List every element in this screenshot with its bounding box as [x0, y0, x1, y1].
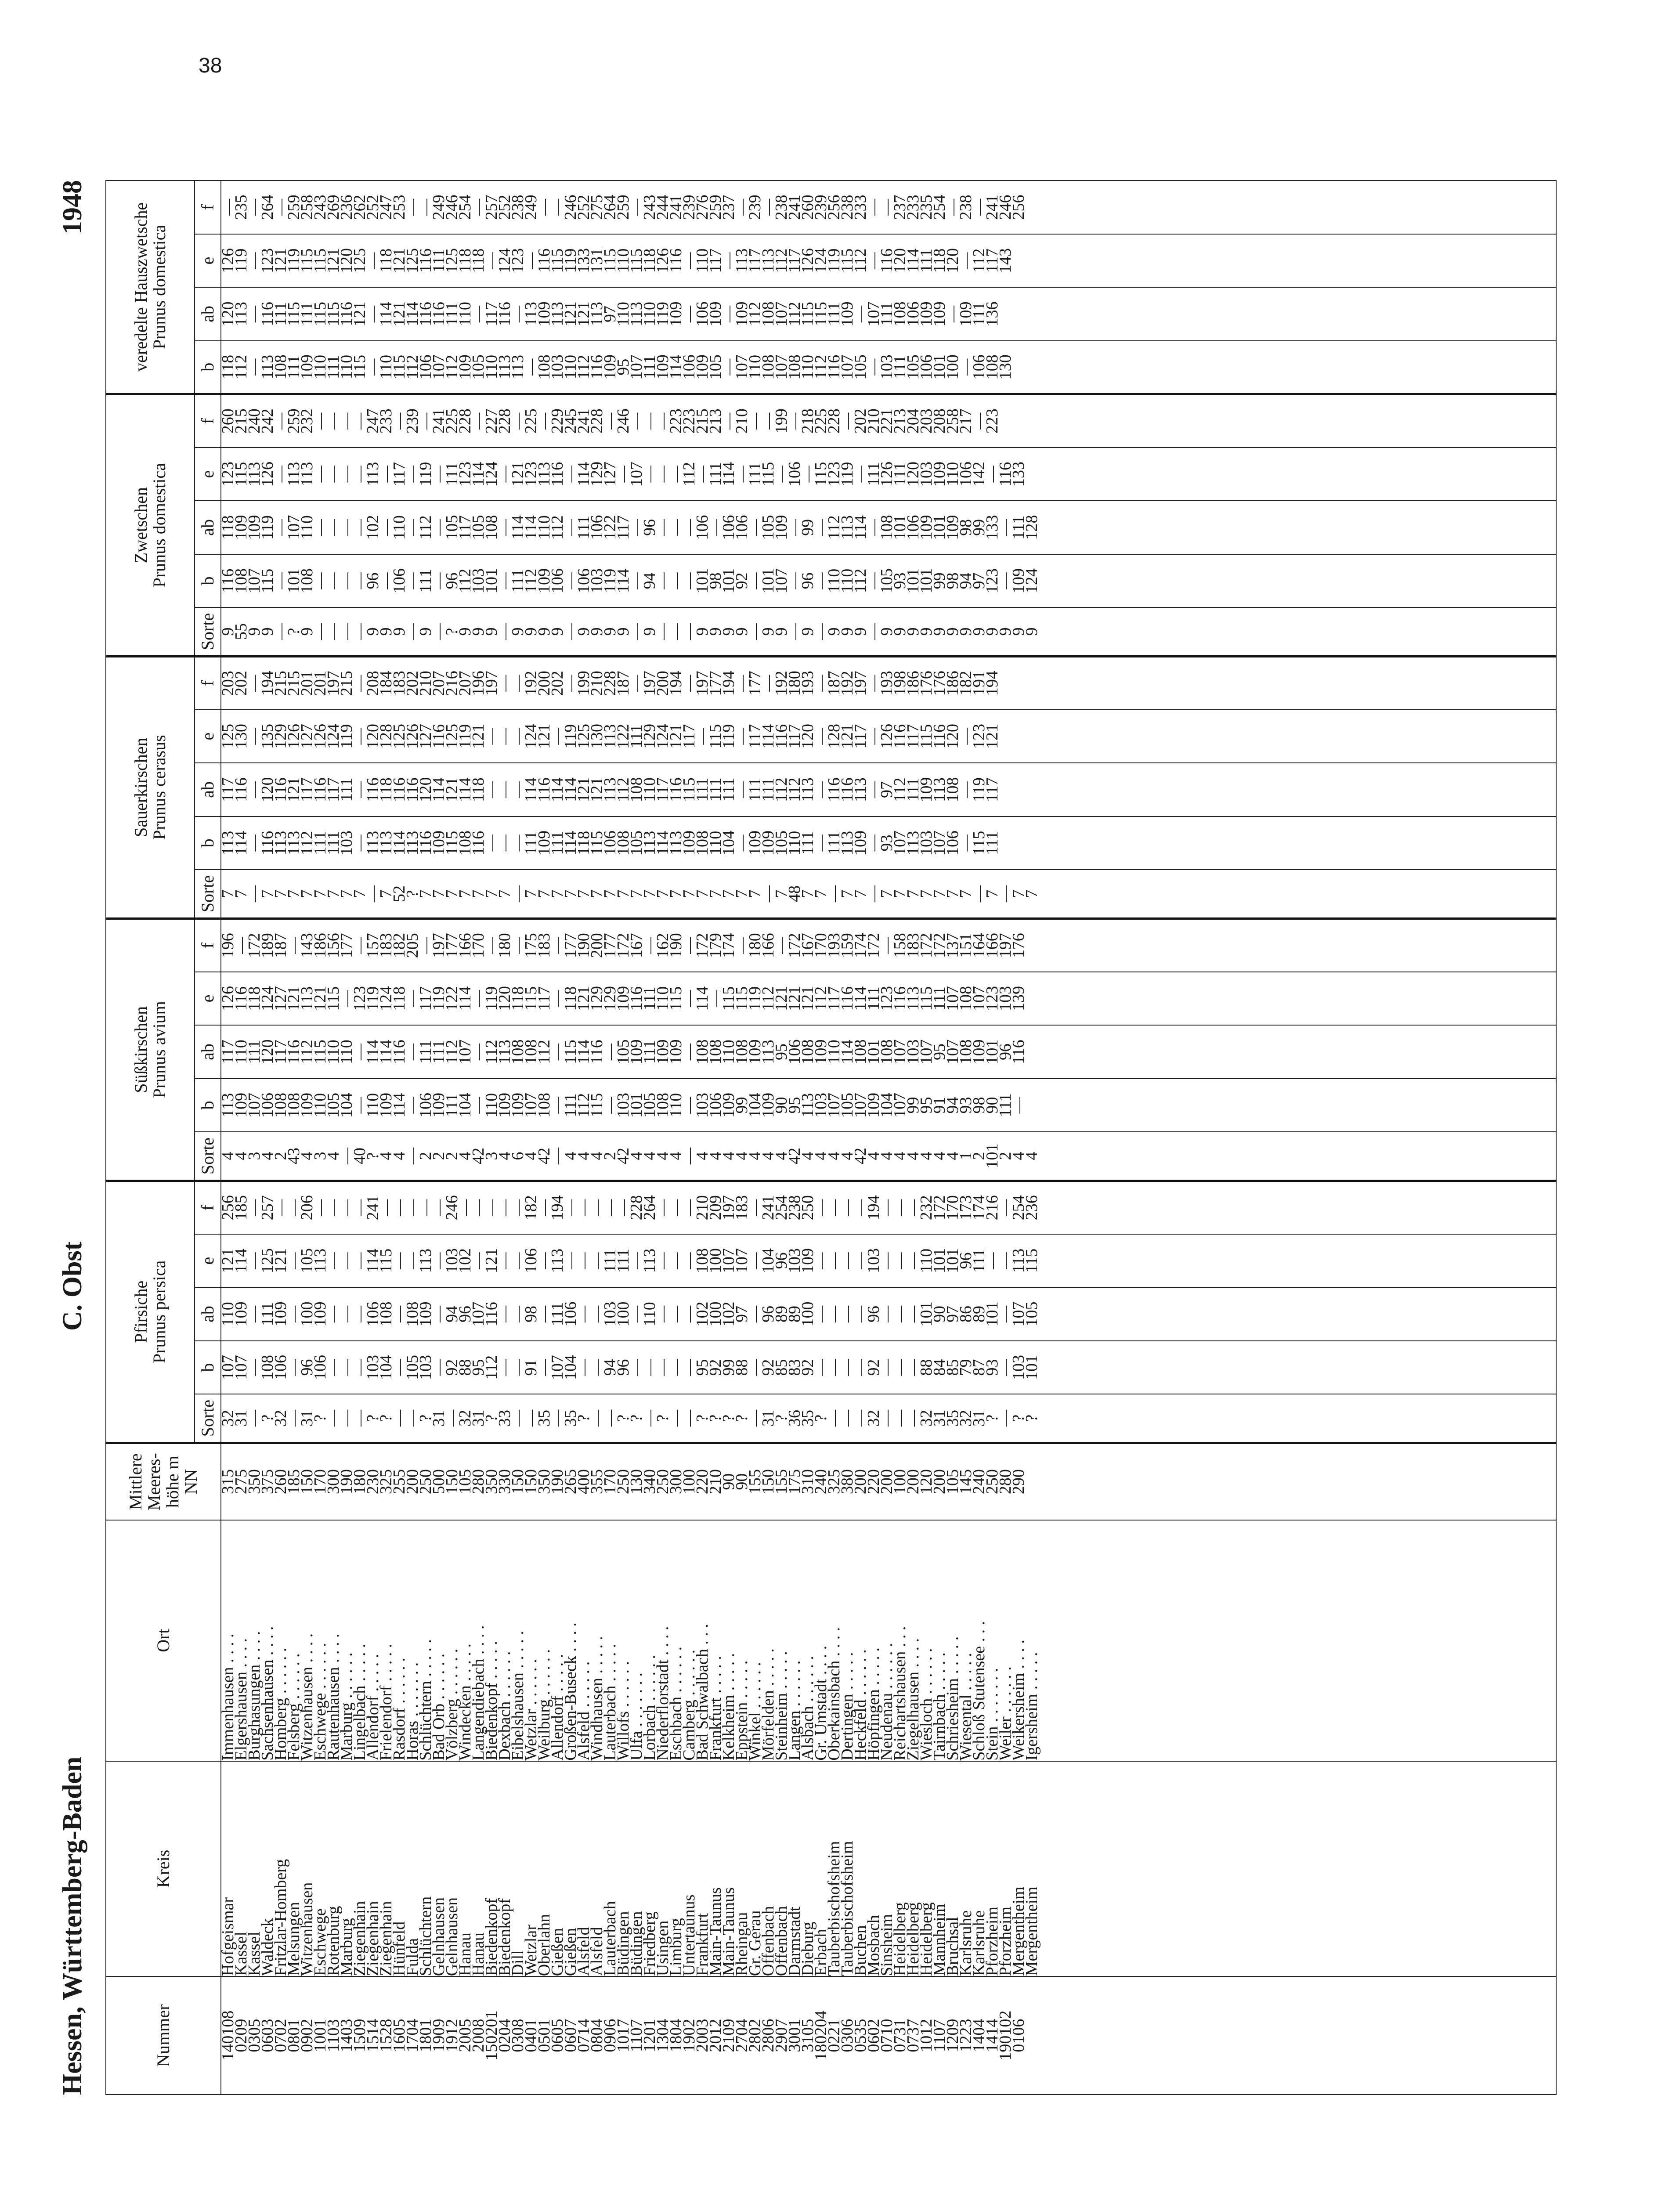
sub-b: b: [195, 1341, 221, 1394]
sub-e: e: [195, 1234, 221, 1288]
col-su-b: 113 109 107 106 108 108 109 110 105 104 — 110 109 114 — 106 109 111 104 — 110 109 109 107 108 — 111 112 115 — 103 101 105 108 110 — 103 106 109 99 104 109 90 95 113 103 107 105 107 109 104 107 99 95 91 94 93 98 90 111 —: [221, 1079, 1556, 1132]
sub-b: b: [195, 1079, 221, 1132]
group-latin: Prunus domestica: [149, 463, 169, 588]
sub-b: b: [195, 816, 221, 870]
sub-e: e: [195, 972, 221, 1026]
sub-f: f: [195, 1181, 221, 1234]
region-title: Hessen, Württemberg-Baden: [58, 1756, 87, 2095]
col-pf-f: 256 185 — 257 — — 206 — — — — 241 — — — — — 246 — — — — — 182 — 194 — — — — — 228 264 — — — 210 209 197 183 — 241 254 238 250 — — — — 194 — — — 232 172 170 173 174 216 — 254 236: [221, 1181, 1556, 1234]
col-ha-b: 118 112 — 113 108 111 109 110 111 110 115 — 110 115 112 106 107 112 109 105 110 113 113 — 108 103 110 112 116 109 95 107 111 109 114 106 109 105 — 107 110 108 107 108 110 112 116 107 105 — 103 111 105 106 101 100 — 106 108 130: [221, 341, 1556, 394]
header-pfirsiche: [106, 1181, 195, 1443]
sub-f: f: [195, 656, 221, 710]
group-latin: Prunus persica: [149, 1260, 169, 1363]
col-sa-sorte: 7 7 — 7 7 7 7 7 7 7 7 — 7 52 ? 7 7 7 7 7 7 7 — 7 7 7 7 7 7 7 7 7 7 7 7 7 7 7 7 7 7 — 7 48 7 7 — 7 7 — 7 7 7 7 7 7 7 — 7 — 7 7: [221, 870, 1556, 918]
header-suesskirschen: [106, 918, 195, 1181]
col-kreis: Hofgeismar Kassel Kassel Waldeck Fritzlar-Homberg Melsungen Witzenhausen Eschwege Rotenburg Marburg Ziegenhain Ziegenhain Ziegenhain Hünfeld Fulda Schlüchtern Gelnhausen Gelnhausen Hanau Hanau Biedenkopf Biedenkopf Dill Wetzlar Oberlahn Gießen Gießen Alsfeld Alsfeld Lauterbach Büdingen Büdingen Friedberg Usingen Limburg Untertaunus Frankfurt Main-Taunus Main-Taunus Rheingau Gr. Gerau Offenbach Offenbach Darmstadt Dieburg Erbach Tauberbischofsheim Tauberbischofsheim Buchen Mosbach Sinsheim Heidelberg Heidelberg Heidelberg Mannheim Bruchsal Karlsruhe Karlsruhe Pforzheim Pforzheim Mergentheim Mergentheim: [221, 1761, 1556, 1977]
col-pf-sorte: 32 31 — ? 32 — 31 ? — — — ? ? — — ? 31 — 32 31 ? 33 — — 35 — 35 ? — — ? ? — ? — — ? ? ? ? — 31 ? 36 35 ? — — — 32 — — — 32 31 35 32 31 ? — ? ?: [221, 1394, 1556, 1443]
col-hoehe: 315 275 350 375 260 185 150 170 300 190 180 230 325 255 200 250 500 150 105 280 350 330 150 150 350 190 265 400 355 170 250 130 340 250 300 100 220 210 90 90 155 150 155 175 310 240 325 380 200 220 200 100 200 120 200 105 145 240 250 280 290: [221, 1443, 1556, 1520]
sub-ab: ab: [195, 1287, 221, 1341]
sub-e: e: [195, 448, 221, 501]
group-name: Zwetschen: [131, 487, 151, 563]
sub-ab: ab: [195, 763, 221, 816]
col-ha-f: — 235 — 264 — 259 258 243 269 236 262 252 247 253 — — 249 246 254 — 257 252 238 249 — — 246 252 275 264 259 — 243 244 241 239 276 259 237 — 239 — 238 241 260 239 256 238 233 — — 237 233 235 254 — 238 — 241 246 256: [221, 181, 1556, 234]
col-su-e: 126 116 118 124 127 121 113 121 115 — 123 119 124 118 — 117 119 122 114 — 119 120 118 115 117 — 118 121 129 129 109 116 111 110 115 — 114 — 115 115 119 112 121 121 121 112 117 116 114 111 123 116 113 115 111 107 108 107 123 103 139: [221, 972, 1556, 1026]
page-number: 38: [199, 54, 222, 77]
sub-f: f: [195, 918, 221, 972]
group-name: Pfirsiche: [131, 1280, 151, 1343]
col-pf-e: 121 114 — 125 121 — 105 113 — — — 114 115 — — 113 — 103 102 — 121 — — 106 — 113 — — — 111 111 — 113 — — — 108 100 107 107 — 104 96 103 109 — — — — 103 — — — 110 101 101 96 111 — — 113 115: [221, 1234, 1556, 1288]
header-kreis: Kreis: [106, 1761, 221, 1977]
rotated-sheet: [57, 180, 1559, 2095]
group-latin: Prunus domestica: [149, 224, 169, 350]
sub-b: b: [195, 341, 221, 394]
col-ha-e: 126 119 — 123 121 119 115 115 121 120 125 — 118 121 125 116 111 125 118 118 — 124 123 — 116 115 119 133 131 115 110 115 118 126 116 — 110 117 — 113 117 113 112 117 126 124 119 115 112 — 116 120 114 111 118 120 — 112 117 143: [221, 234, 1556, 288]
section-title: C. Obst: [58, 1241, 87, 1331]
col-nummer: 140108 0209 0305 0603 0702 0801 0902 1001 1103 1403 1509 1514 1528 1605 1704 1801 1909 1912 2005 2008 150201 0204 0308 0401 0501 0605 0607 0714 0804 0906 1017 1107 1201 1304 1804 1902 2003 2012 2109 2704 2802 2806 2907 3001 3105 180204 0221 0306 0535 0602 0710 0731 0737 1012 1107 1209 1223 1404 1414 190102 0106: [221, 1976, 1556, 2095]
sub-f: f: [195, 181, 221, 234]
year-title: 1948: [58, 180, 87, 235]
header-ort: Ort: [106, 1520, 221, 1761]
group-name: Sauerkirschen: [131, 737, 151, 838]
col-zw-f: 260 215 240 242 — 259 232 — — — — 247 233 — 239 — 241 225 228 — 227 228 — 225 — 229 245 241 228 — 246 — — — 223 223 215 213 — 210 — — 199 — 218 225 228 — 202 210 221 213 204 203 208 258 217 — 223: [221, 394, 1556, 448]
sub-f: f: [195, 394, 221, 448]
col-su-f: 196 — 172 189 187 — 143 186 156 177 — 157 183 182 205 — 197 177 166 170 — 180 — 175 183 — 177 190 200 177 172 167 — 162 190 — 172 179 174 — 180 166 — 172 167 170 193 159 174 172 — 158 183 172 172 137 151 164 166 197 176: [221, 918, 1556, 972]
sub-e: e: [195, 710, 221, 763]
sub-ab: ab: [195, 501, 221, 554]
col-zw-ab: 118 109 109 119 — 107 110 — — — — 102 — 110 — 112 — 105 117 105 108 — 114 114 110 112 — 111 106 122 117 — 96 — — — 106 — 106 106 — 105 109 — 99 — 112 113 114 — 108 101 106 109 101 109 98 99 133 — 111 128: [221, 501, 1556, 554]
sub-e: e: [195, 234, 221, 288]
header-hoehe: Mittlere Meeres-höhe m NN: [106, 1443, 221, 1520]
col-sa-b: 113 114 — 116 113 113 112 111 111 103 — 113 113 114 113 116 109 115 108 116 — — — 111 109 111 114 118 115 106 108 105 113 114 113 109 108 110 104 — 109 109 105 110 111 — 111 113 109 — 93 107 113 103 107 106 — 115 111: [221, 816, 1556, 870]
fruit-phenology-table: [105, 180, 1557, 2095]
sub-sorte: Sorte: [195, 1132, 221, 1181]
header-hauszwetsche: [106, 181, 195, 394]
col-pf-ab: 110 109 — 111 109 — 100 109 — — — 106 108 — 108 109 — 94 96 107 116 — — 98 — 111 106 — — 103 100 — 110 — — — 102 100 102 97 — 96 89 89 100 — — — — 96 — — — 101 90 97 86 89 101 — 107 105: [221, 1287, 1556, 1341]
sub-sorte: Sorte: [195, 1394, 221, 1443]
col-sa-ab: 117 116 — 120 116 121 117 116 117 111 — 116 118 116 116 120 114 121 114 118 — — — 114 116 114 114 121 121 113 112 108 110 117 116 115 111 111 111 — 111 111 112 112 113 — 116 116 113 — 97 112 111 109 113 108 — 119 117: [221, 763, 1556, 816]
col-sa-e: 125 130 — 135 129 126 127 126 124 119 — 120 128 125 126 127 116 125 119 121 — — — 124 121 — 119 125 130 113 122 111 129 124 121 117 — 115 119 — 117 114 116 117 120 — 128 121 117 — 126 116 117 115 116 120 — 123 121: [221, 710, 1556, 763]
col-zw-b: 116 108 107 115 — 101 108 — — — — 96 — 106 — 111 — 96 112 103 101 — 111 112 109 106 — 106 103 119 114 — 94 — — — 101 98 101 92 — 101 107 — 96 — 110 110 112 — 105 93 101 101 99 98 94 97 123 — 109 124: [221, 554, 1556, 608]
header-nummer: Nummer: [106, 1976, 221, 2095]
col-pf-b: 107 107 — 108 106 — 96 106 — — — 103 104 — 105 103 — 92 88 95 112 — — 91 — 107 104 — — 94 96 — — — — — 95 92 99 88 — 92 85 83 92 — — — — 92 — — — 88 84 85 79 87 93 — 103 101: [221, 1341, 1556, 1394]
group-latin: Prunus cerasus: [149, 735, 169, 840]
group-name: Süßkirschen: [131, 1006, 151, 1093]
header-sauerkirschen: [106, 656, 195, 918]
header-zwetschen: [106, 394, 195, 656]
sub-b: b: [195, 554, 221, 608]
sub-sorte: Sorte: [195, 870, 221, 918]
sub-ab: ab: [195, 287, 221, 341]
col-zw-sorte: 9 55 9 9 — ? 9 — — — — 9 9 9 — 9 — ? 9 9 9 — 9 9 9 9 — 9 9 9 9 — 9 — — — 9 9 9 9 — 9 9 — 9 — 9 9 9 — 9 9 9 9 9 9 9 9 9 9 9 9: [221, 607, 1556, 656]
col-sa-f: 203 202 — 194 215 215 201 201 197 215 — 208 184 183 202 210 207 216 207 196 197 — — 192 200 202 — 199 210 228 187 — 197 200 194 — 197 177 194 — 177 — 192 180 193 — 187 192 197 — 193 198 186 176 176 186 182 191 194: [221, 656, 1556, 710]
col-ha-ab: 120 113 — 116 111 115 111 115 115 116 121 — 114 121 114 116 116 111 110 — 117 116 — 113 109 113 121 121 113 97 110 113 110 119 109 — 106 109 — 109 112 108 107 112 115 115 111 109 — 107 111 108 106 109 109 — 109 111 136: [221, 287, 1556, 341]
group-latin: Prunus avium: [149, 1001, 169, 1098]
col-su-ab: 117 110 111 120 117 116 112 115 110 110 — 114 114 116 — 111 111 112 107 — 112 113 108 108 112 — 115 114 116 — 105 109 111 109 109 — 108 108 110 108 109 113 95 106 108 109 110 114 108 101 108 107 103 107 95 107 108 109 101 96 116: [221, 1025, 1556, 1079]
col-ort: Immenhausen . . . . Elgershausen . . . . Burghasungen . . . . Sachsenhausen . . . . Homberg . . . . . . Felsberg . . . . . . Witzenhausen . . . . Eschwege . . . . . . Rautenhausen . . . . Marburg . . . . . . Lingelbach . . . . . Allendorf . . . . . Frielendorf . . . . . Rasdorf . . . . . . Horas . . . . . . . Schlüchtern . . . . . Bad Orb . . . . . . Völzberg . . . . . . Windecken . . . . . Langendiebach . . . . Biedenkopf . . . . . Dexbach . . . . . . Eibelshausen . . . . . Wetzlar . . . . . . Weilburg . . . . . . Allendorf . . . . . Großen-Buseck . . . . Alsfeld . . . . . . Windhausen . . . . . Lauterbach . . . . . Willofs . . . . . . Ulfa . . . . . . . Lorbach . . . . . . Niederflorstadt . . . . Eschbach . . . . . . Camberg . . . . . . Bad Schwalbach . . . Frankfurt . . . . . Kelkheim . . . . . Eppstein . . . . . Winkel . . . . . . Mörfelden . . . . . Steinheim . . . . . Langen . . . . . . Alsbach . . . . . . Gr. Umstadt . . . . Oberkainsbach . . . . Dertingen . . . . . Heckfeld . . . . . . Höpfingen . . . . . Neudenau . . . . . . Reichartshausen . . . Ziegelhausen . . . . Wiesloch . . . . . . Tairnbach . . . . . Schriesheim . . . . . Wiesental . . . . . Schloß Stutensee . . . Stein . . . . . . . Weiler . . . . . . Weikersheim . . . . Igersheim . . . . .: [221, 1520, 1556, 1761]
sub-ab: ab: [195, 1025, 221, 1079]
group-name: veredelte Hauszwetsche: [131, 202, 151, 372]
col-zw-e: 123 115 113 126 — 113 113 — — — — 113 — 117 — 119 — 111 123 114 124 — 121 123 113 116 — 114 129 127 — 107 — — — 112 — 111 114 — 111 115 — 106 — 115 123 119 — 111 126 111 120 103 109 110 106 142 — 116 133: [221, 448, 1556, 501]
col-su-sorte: 4 4 3 4 2 43 4 3 4 — 40 ? 4 4 — 2 2 2 4 42 3 4 6 4 42 — 4 4 4 2 42 4 4 4 4 — 4 4 4 4 4 4 4 42 4 4 4 4 42 4 4 4 4 4 4 4 1 2 101 2 4 4: [221, 1132, 1556, 1181]
sub-sorte: Sorte: [195, 607, 221, 656]
